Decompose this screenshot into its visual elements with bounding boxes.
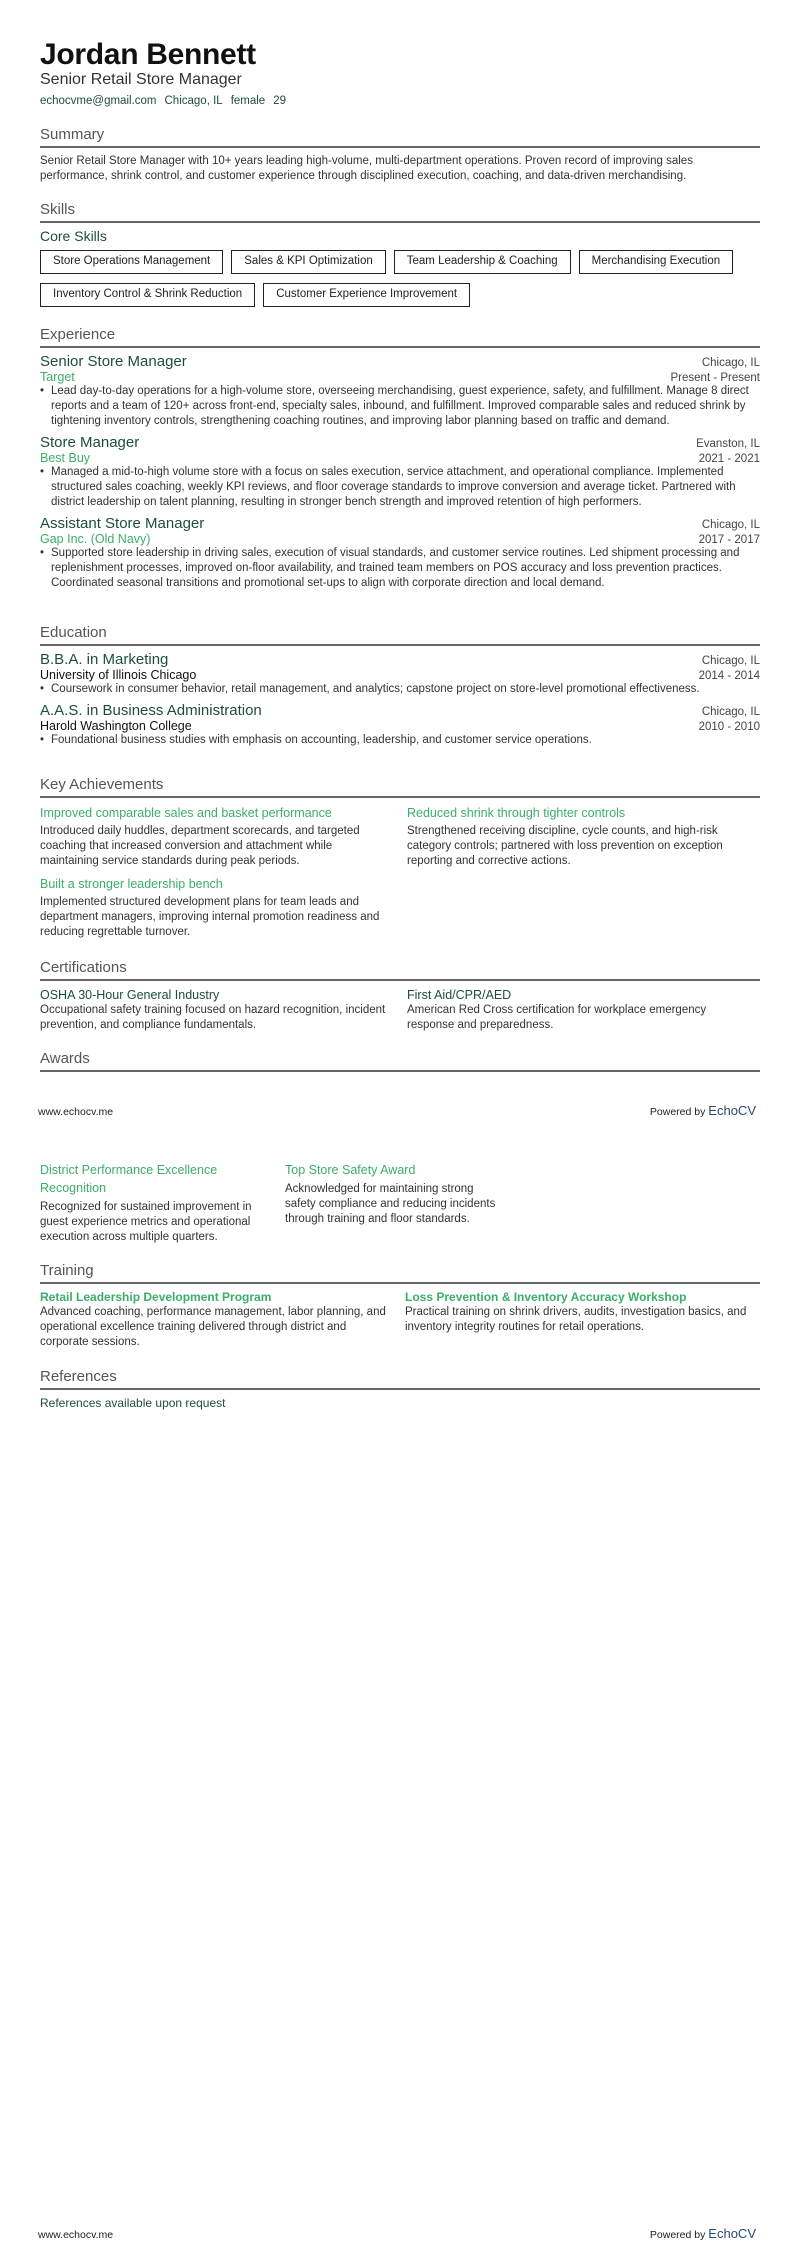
powered-by-label: Powered by — [649, 1106, 706, 1118]
school: Harold Washington College — [40, 719, 192, 733]
achievement-item — [40, 875, 407, 940]
brand-logo: EchoCV — [708, 1103, 756, 1118]
training-text: Practical training on shrink drivers, audits, investigation basics, and inventory integrity routines for retail operations. — [405, 1306, 747, 1333]
job-bullet: • Lead day-to-day operations for a high-volume store, overseeing merchandising, guest experience, safety, and fulfillment. Manage 8 direct reports and a team of 120+ across front-end, specialty sales, inbound, and fulfillment. Improved comparable sales and reduced shrink by tightening inventory controls, strengthening coaching routines, and improving labor planning based on traffic and demand. — [40, 384, 760, 429]
job-entry — [40, 515, 760, 591]
training-text: Advanced coaching, performance management, labor planning, and operational excellence training delivered through district and corporate sessions. — [40, 1306, 386, 1348]
divider — [40, 796, 760, 798]
achievement-item — [407, 804, 760, 869]
skill-chip: Store Operations Management — [40, 250, 223, 274]
job-location: Evanston, IL — [696, 438, 760, 450]
job-bullet: • Supported store leadership in driving sales, execution of visual standards, and customer service routines. Led shipment processing and replenishment processes, improved on-floor availability, and trained team members on POS accuracy and loss prevention practices. Coordinated seasonal transitions and promotional set-ups to align with corporate direction and local demand. — [40, 546, 760, 591]
training-section — [40, 1262, 760, 1350]
award-item — [40, 1161, 260, 1245]
divider — [40, 221, 760, 223]
skill-chip: Merchandising Execution — [579, 250, 734, 274]
education-bullet: • Coursework in consumer behavior, retail management, and analytics; capstone project on store-level promotional effectiveness. — [40, 682, 760, 697]
job-title: Store Manager — [40, 434, 140, 451]
company: Best Buy — [40, 451, 91, 465]
job-title: Senior Store Manager — [40, 353, 187, 370]
references-section — [40, 1368, 760, 1410]
divider — [40, 146, 760, 148]
skill-chip: Team Leadership & Coaching — [394, 250, 571, 274]
education-section — [40, 624, 760, 748]
divider — [40, 979, 760, 981]
job-title: Assistant Store Manager — [40, 515, 205, 532]
skill-group-title: Core Skills — [40, 228, 107, 244]
school: University of Illinois Chicago — [40, 668, 197, 682]
divider — [40, 346, 760, 348]
training-item — [40, 1290, 405, 1350]
brand-logo: EchoCV — [708, 2226, 756, 2241]
location: Chicago, IL — [164, 95, 223, 107]
company: Gap Inc. (Old Navy) — [40, 532, 151, 546]
job-dates: Present - Present — [670, 372, 760, 384]
certification-item — [40, 987, 407, 1033]
references-text: References available upon request — [40, 1396, 226, 1410]
section-heading: Education — [40, 624, 107, 641]
footer-site-link[interactable]: www.echocv.me — [38, 2229, 114, 2241]
summary-text: Senior Retail Store Manager with 10+ years leading high-volume, multi-department operations. Proven record of improving sales performance, shrink control, and customer experience through disciplined execution, coaching, and data-driven merchandising. — [40, 155, 693, 182]
job-entry — [40, 353, 760, 429]
award-title: District Performance Excellence Recognition — [40, 1163, 218, 1195]
divider — [40, 1388, 760, 1390]
powered-by — [650, 2226, 756, 2241]
candidate-name: Jordan Bennett — [40, 38, 256, 71]
job-dates: 2017 - 2017 — [698, 534, 760, 546]
education-entry — [40, 702, 760, 748]
skill-chip: Customer Experience Improvement — [263, 283, 470, 307]
achievement-text: Implemented structured development plans for team leads and department managers, improving internal promotion readiness and reducing regrettable turnover. — [40, 896, 380, 938]
contact-line — [40, 95, 760, 107]
divider — [40, 644, 760, 646]
summary-section — [40, 126, 760, 184]
certification-title: OSHA 30-Hour General Industry — [40, 988, 220, 1002]
job-location: Chicago, IL — [701, 357, 760, 369]
awards-section — [40, 1050, 760, 1072]
education-dates: 2014 - 2014 — [698, 670, 760, 682]
education-entry — [40, 651, 760, 697]
page-footer — [38, 1103, 756, 1118]
certification-title: First Aid/CPR/AED — [407, 988, 512, 1002]
degree: A.A.S. in Business Administration — [40, 702, 262, 719]
training-item — [405, 1290, 760, 1350]
candidate-title: Senior Retail Store Manager — [40, 71, 242, 88]
awards-list — [40, 1161, 760, 1245]
section-heading: References — [40, 1368, 117, 1385]
achievement-title: Improved comparable sales and basket performance — [40, 806, 332, 820]
school-location: Chicago, IL — [701, 655, 760, 667]
footer-site-link[interactable]: www.echocv.me — [38, 1106, 114, 1118]
skill-chip: Inventory Control & Shrink Reduction — [40, 283, 255, 307]
age: 29 — [273, 95, 287, 107]
award-title: Top Store Safety Award — [285, 1163, 416, 1177]
section-heading: Experience — [40, 326, 116, 343]
job-location: Chicago, IL — [701, 519, 760, 531]
powered-by-label: Powered by — [649, 2229, 706, 2241]
page-footer — [38, 2226, 756, 2241]
training-title: Retail Leadership Development Program — [40, 1290, 272, 1304]
email[interactable]: echocvme@gmail.com — [40, 95, 157, 107]
certification-text: American Red Cross certification for workplace emergency response and preparedness. — [407, 1004, 707, 1031]
skills-section — [40, 201, 760, 307]
certifications-section — [40, 959, 760, 1033]
achievement-title: Reduced shrink through tighter controls — [407, 806, 626, 820]
award-text: Recognized for sustained improvement in guest experience metrics and operational execution across multiple quarters. — [40, 1201, 252, 1243]
experience-section — [40, 326, 760, 591]
achievement-text: Strengthened receiving discipline, cycle counts, and high-risk category controls; partnered with loss prevention on exception reporting and corrective actions. — [407, 825, 723, 867]
company: Target — [40, 370, 75, 384]
job-bullet: • Managed a mid-to-high volume store with a focus on sales execution, service attachment, and operational compliance. Implemented structured sales coaching, weekly KPI reviews, and floor coverage standards to improve conversion and average ticket. Partnered with district leadership on talent planning, resulting in stronger bench strength and improved retention of high performers. — [40, 465, 760, 510]
certification-item — [407, 987, 760, 1033]
job-entry — [40, 434, 760, 510]
section-heading: Awards — [40, 1050, 90, 1067]
education-dates: 2010 - 2010 — [698, 721, 760, 733]
skill-chip: Sales & KPI Optimization — [231, 250, 385, 274]
powered-by — [650, 1103, 756, 1118]
education-bullet: • Foundational business studies with emphasis on accounting, leadership, and customer service operations. — [40, 733, 760, 748]
section-heading: Training — [40, 1262, 94, 1279]
achievement-text: Introduced daily huddles, department scorecards, and targeted coaching that increased conversion and attachment while maintaining service standards during peak periods. — [40, 825, 360, 867]
job-dates: 2021 - 2021 — [698, 453, 760, 465]
divider — [40, 1282, 760, 1284]
award-item — [285, 1161, 505, 1245]
award-text: Acknowledged for maintaining strong safety compliance and reducing incidents through training and floor standards. — [285, 1183, 496, 1225]
divider — [40, 1070, 760, 1072]
achievement-item — [40, 804, 407, 869]
degree: B.B.A. in Marketing — [40, 651, 169, 668]
section-heading: Certifications — [40, 959, 127, 976]
section-heading: Key Achievements — [40, 776, 164, 793]
section-heading: Summary — [40, 126, 105, 143]
gender: female — [230, 95, 266, 107]
training-title: Loss Prevention & Inventory Accuracy Workshop — [405, 1290, 687, 1304]
achievement-title: Built a stronger leadership bench — [40, 877, 223, 891]
skill-chips — [40, 250, 760, 307]
certification-text: Occupational safety training focused on hazard recognition, incident prevention, and compliance fundamentals. — [40, 1004, 386, 1031]
section-heading: Skills — [40, 201, 76, 218]
achievements-section — [40, 776, 760, 940]
school-location: Chicago, IL — [701, 706, 760, 718]
